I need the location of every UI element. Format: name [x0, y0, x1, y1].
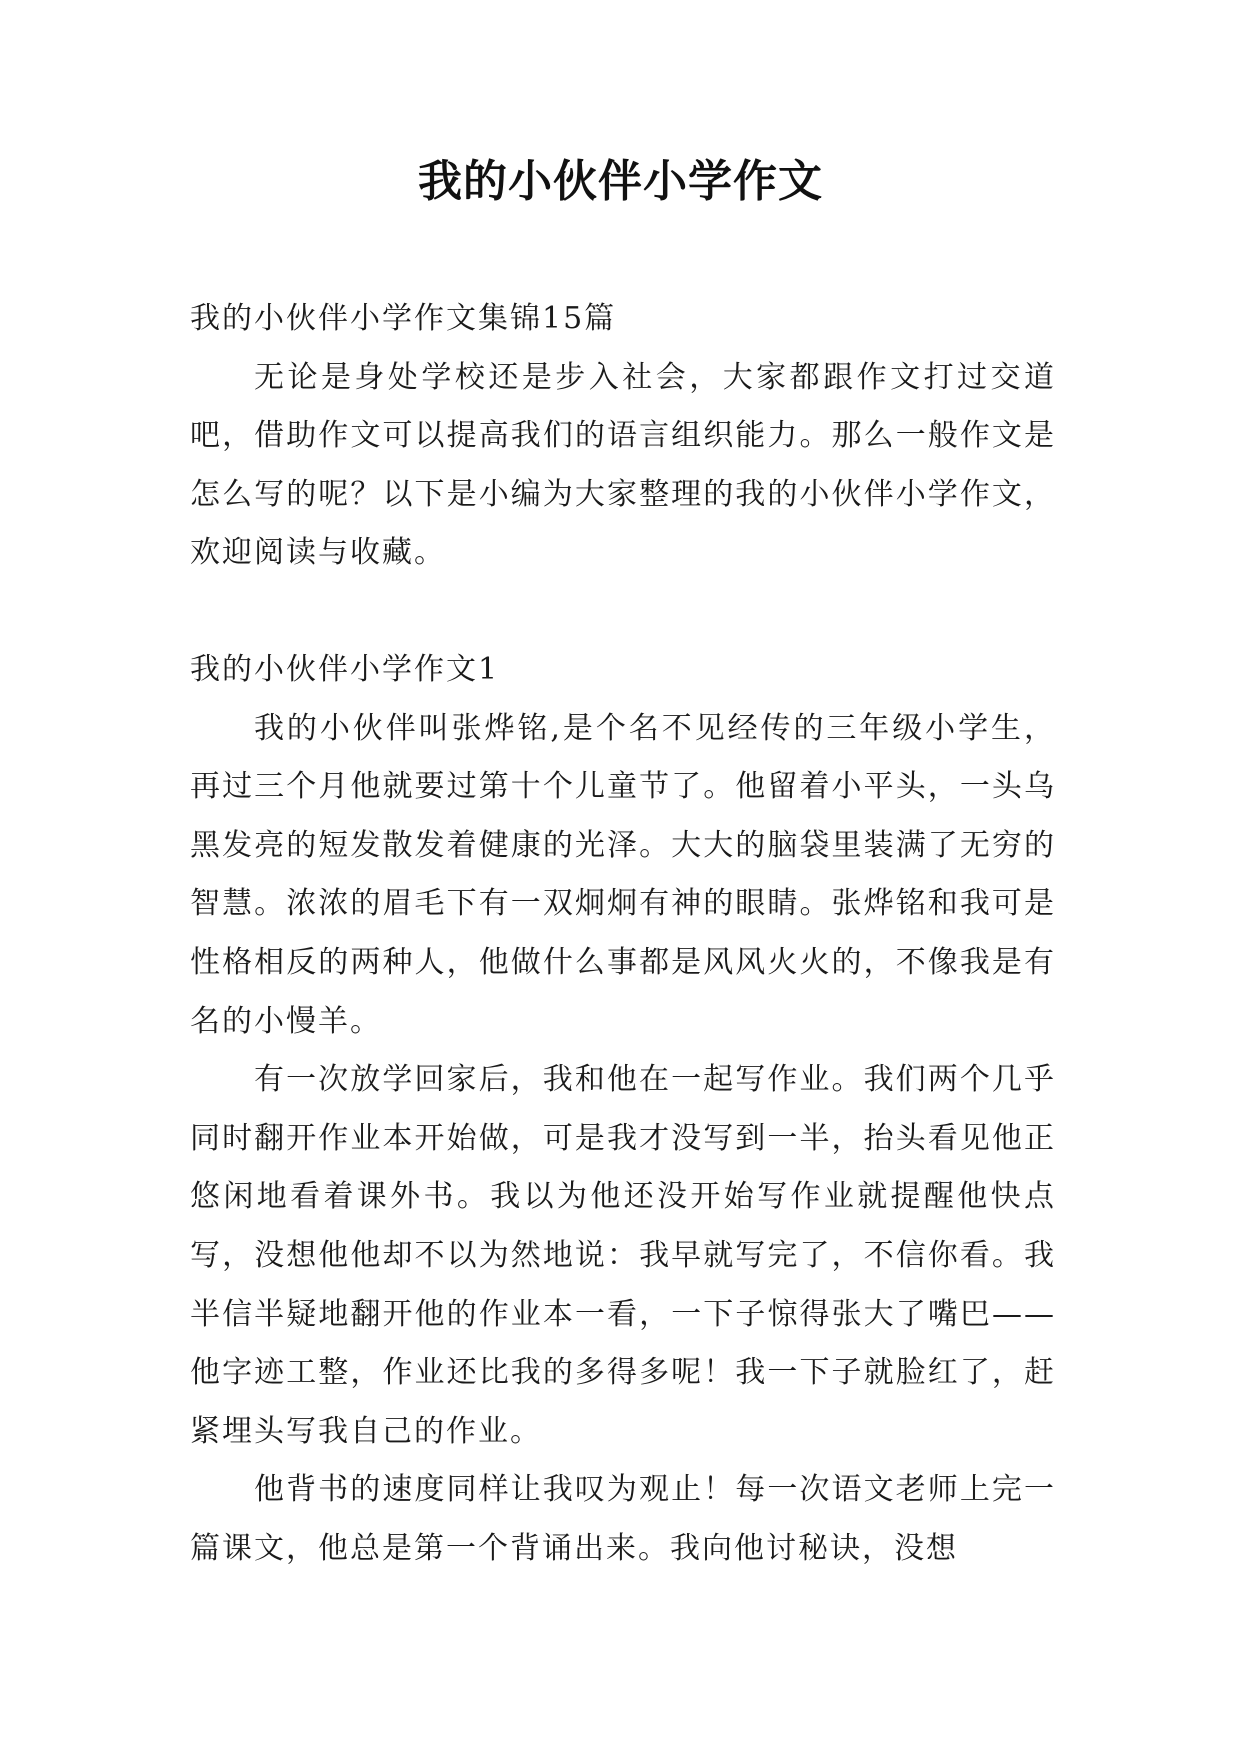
- essay-heading: 我的小伙伴小学作文1: [190, 651, 500, 687]
- section-spacer: [190, 583, 1056, 641]
- document-title: 我的小伙伴小学作文: [418, 156, 823, 207]
- essay-paragraph: 我的小伙伴叫张烨铭,是个名不见经传的三年级小学生，再过三个月他就要过第十个儿童节了。他留着小平头，一头乌黑发亮的短发散发着健康的光泽。大大的脑袋里装满了无穷的智慧。浓浓的眉毛下有一双炯炯有神的眼睛。张烨铭和我可是性格相反的两种人，他做什么事都是风风火火的，不像我是有名的小慢羊。: [190, 710, 1056, 1039]
- collection-heading: 我的小伙伴小学作文集锦15篇: [190, 301, 617, 336]
- document-body: [190, 290, 1056, 1578]
- essay-paragraph: 有一次放学回家后，我和他在一起写作业。我们两个几乎同时翻开作业本开始做，可是我才没写到一半，抬头看见他正悠闲地看着课外书。我以为他还没开始写作业就提醒他快点写，没想他他却不以为然地说：我早就写完了，不信你看。我半信半疑地翻开他的作业本一看，一下子惊得张大了嘴巴——他字迹工整，作业还比我的多得多呢！我一下子就脸红了，赶紧埋头写我自己的作业。: [190, 1062, 1056, 1449]
- essay-paragraph: 他背书的速度同样让我叹为观止！每一次语文老师上完一篇课文，他总是第一个背诵出来。我向他讨秘诀，没想: [190, 1472, 1056, 1566]
- intro-paragraph: 无论是身处学校还是步入社会，大家都跟作文打过交道吧，借助作文可以提高我们的语言组织能力。那么一般作文是怎么写的呢？以下是小编为大家整理的我的小伙伴小学作文，欢迎阅读与收藏。: [190, 359, 1056, 571]
